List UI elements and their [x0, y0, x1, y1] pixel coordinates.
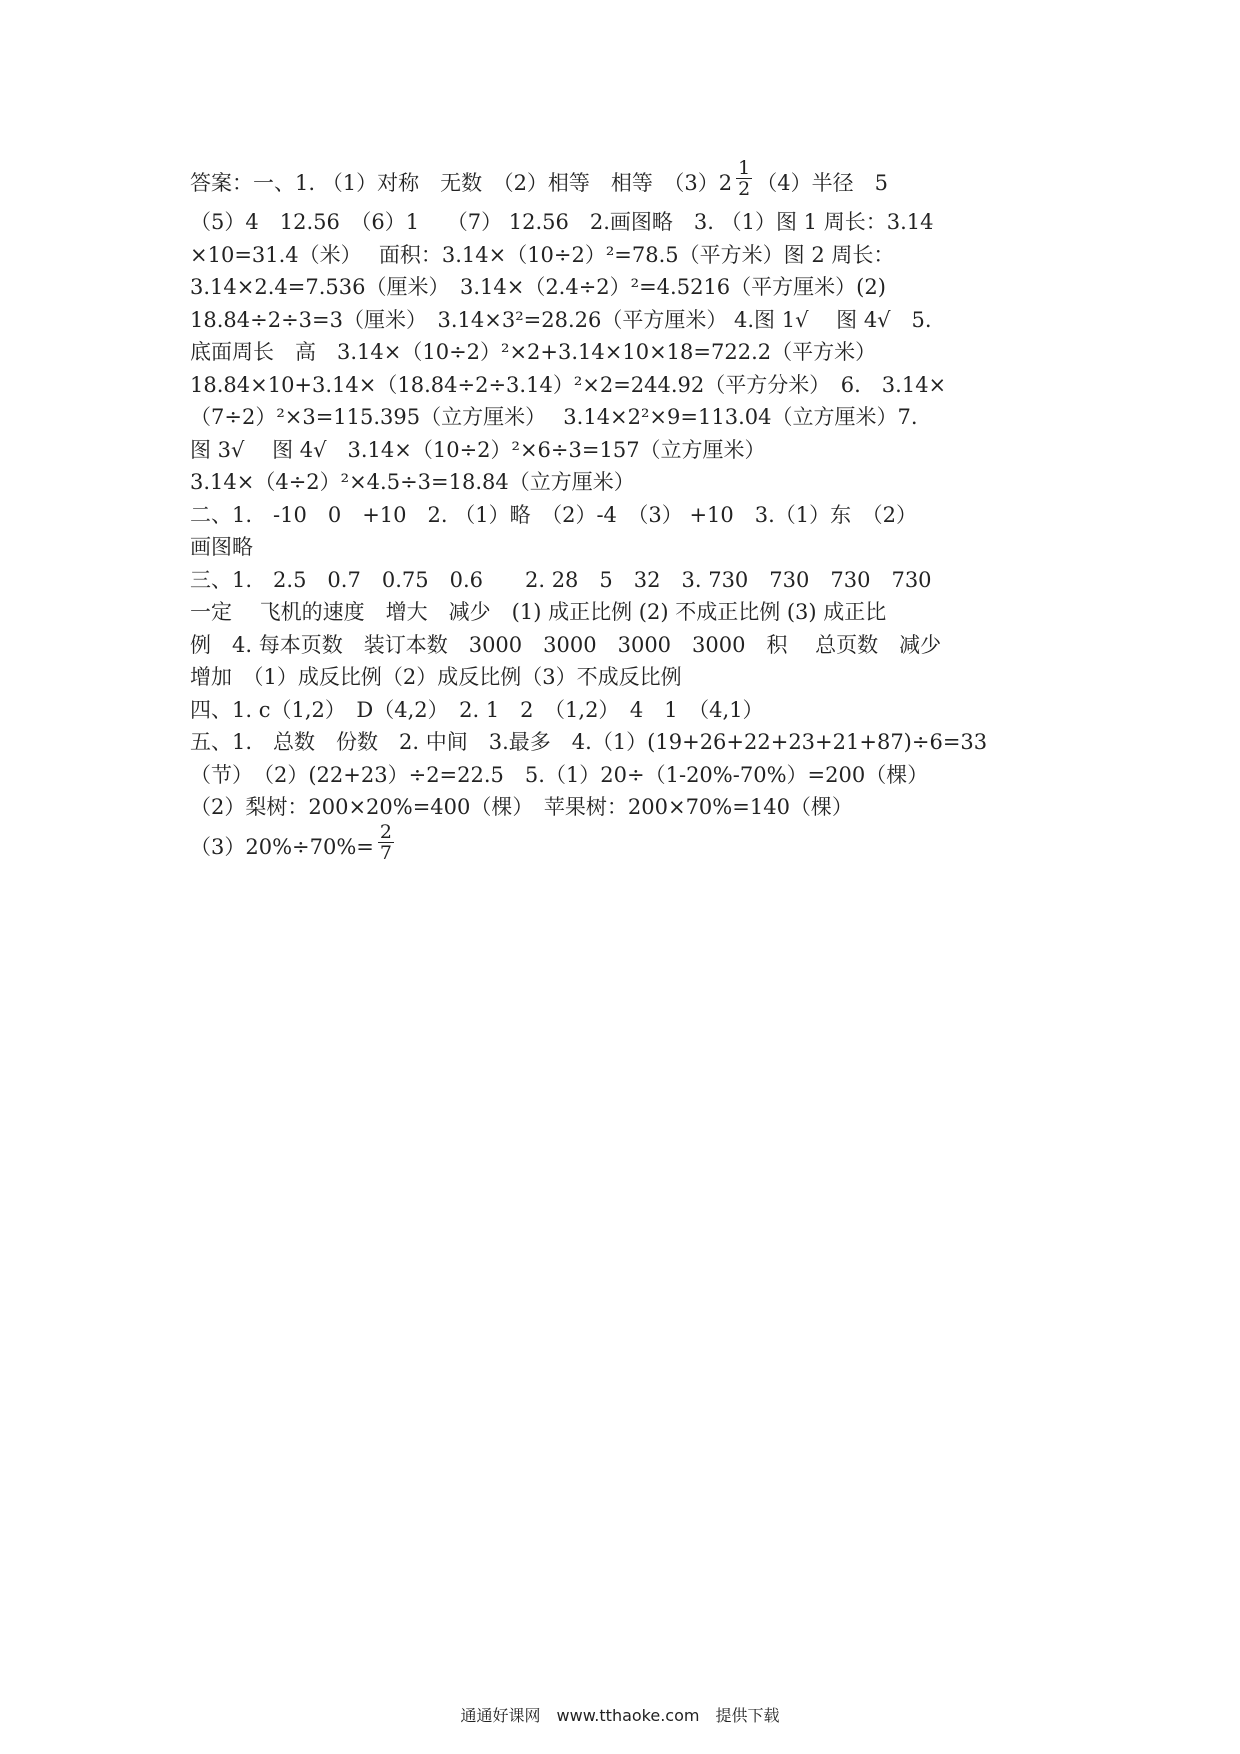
fraction-half: [736, 158, 752, 199]
answer-line-14: 一定 飞机的速度 增大 减少 (1) 成正比例 (2) 不成正比例 (3) 成正比: [190, 600, 887, 624]
answer-line-21: [190, 820, 1060, 870]
answer-line-15: 例 4. 每本页数 装订本数 3000 3000 3000 3000 积 总页数 减少: [190, 632, 942, 657]
fraction-denominator: 7: [379, 841, 392, 864]
answer-block: [190, 157, 1060, 870]
answer-line-19: （节） （2）(22+23）÷2=22.5 5.（1）20÷（1-20%-70%）=200（棵）: [190, 762, 929, 787]
answer-line-1: [190, 157, 1060, 206]
footer-credit: 通通好课网 www.tthaoke.com 提供下载: [460, 1706, 780, 1725]
fraction-numerator: 2: [379, 820, 392, 843]
answer-line-4: 3.14×2.4=7.536（厘米） 3.14×（2.4÷2）²=4.5216（平方厘米）(2): [190, 275, 886, 299]
answer-line-16: 增加 （1）成反比例（2）成反比例（3）不成反比例: [190, 665, 682, 689]
answer-line-20: （2）梨树：200×20%=400（棵） 苹果树：200×70%=140（棵）: [190, 795, 853, 819]
answer-line-7: 18.84×10+3.14×（18.84÷2÷3.14）²×2=244.92（平方分米） 6. 3.14×: [190, 372, 947, 397]
answer-line-8: （7÷2）²×3=115.395（立方厘米） 3.14×2²×9=113.04（立方厘米）7.: [190, 405, 918, 429]
fraction-two-sevenths: [378, 822, 394, 863]
fraction-numerator: 1: [738, 157, 751, 179]
answer-line-6: 底面周长 高 3.14×（10÷2）²×2+3.14×10×18=722.2（平方米）: [190, 340, 877, 364]
answer-line-2: （5）4 12.56 （6）1 （7） 12.56 2.画图略 3. （1）图 1 周长：3.14: [190, 210, 934, 234]
answer-line-9: 图 3√ 图 4√ 3.14×（10÷2）²×6÷3=157（立方厘米）: [190, 437, 766, 462]
answer-line-10: 3.14×（4÷2）²×4.5÷3=18.84（立方厘米）: [190, 470, 635, 494]
answer-line-12: 画图略: [190, 535, 253, 559]
answer-line-5: 18.84÷2÷3=3（厘米） 3.14×3²=28.26（平方厘米） 4.图 1√ 图 4√ 5.: [190, 307, 932, 332]
answer-line-3: ×10=31.4（米） 面积：3.14×（10÷2）²=78.5（平方米）图 2 周长：: [190, 242, 895, 267]
answer-line-13: 三、1. 2.5 0.7 0.75 0.6 2. 28 5 32 3. 730 730 730 730: [190, 567, 932, 592]
answer-line-11: 二、1. -10 0 +10 2. （1）略 （2）-4 （3） +10 3.（1）东 （2）: [190, 502, 918, 527]
answer-text: 答案：一、1. （1）对称 无数 （2）相等 相等 （3）2: [190, 171, 733, 195]
answer-text: （3）20%÷70%=: [190, 834, 374, 859]
answer-line-18: 五、1. 总数 份数 2. 中间 3.最多 4.（1）(19+26+22+23+21+87)÷6=33: [190, 730, 988, 754]
answer-text: （4）半径 5: [756, 171, 888, 195]
fraction-denominator: 2: [738, 178, 751, 200]
answer-line-17: 四、1. c（1,2） D（4,2） 2. 1 2 （1,2） 4 1 （4,1）: [190, 697, 764, 722]
